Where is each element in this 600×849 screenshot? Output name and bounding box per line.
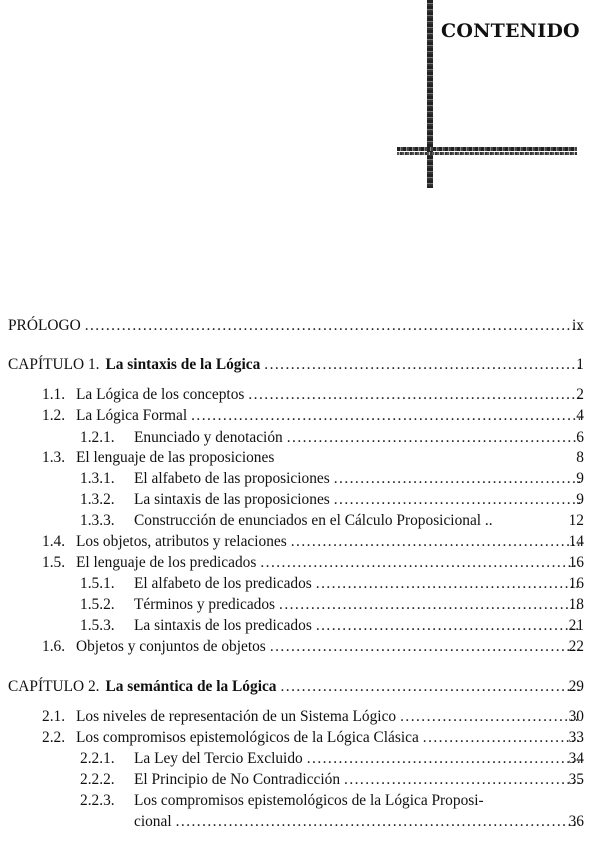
header-vertical-rule <box>427 0 433 188</box>
toc-number: 1.3.1. <box>80 470 115 487</box>
toc-number: 1.3. <box>42 449 66 466</box>
toc-number: 2.2.3. <box>80 792 115 809</box>
toc-page: 29 <box>568 678 584 695</box>
toc-number: 1.3.2. <box>80 491 115 508</box>
toc-number: 1.5.3. <box>80 617 115 634</box>
toc-entry[interactable] <box>80 749 584 769</box>
toc-entry[interactable] <box>80 511 584 531</box>
toc-label: PRÓLOGO <box>8 317 81 334</box>
dot-leader <box>316 616 580 636</box>
dot-leader <box>334 490 580 510</box>
toc-entry-prologo[interactable] <box>8 316 584 336</box>
toc-number: 2.2. <box>42 729 66 746</box>
toc-chapter-2[interactable] <box>8 677 584 697</box>
toc-entry[interactable] <box>42 385 584 405</box>
toc-label: Enunciado y denotación <box>134 429 283 446</box>
toc-page: 21 <box>568 617 584 634</box>
toc-number: CAPÍTULO 2. <box>8 678 100 695</box>
toc-page: 16 <box>568 575 584 592</box>
dot-leader <box>260 553 580 573</box>
toc-number: 1.2.1. <box>80 429 115 446</box>
toc-number: 1.4. <box>42 533 66 550</box>
toc-number: CAPÍTULO 1. <box>8 356 100 373</box>
dot-leader <box>291 532 580 552</box>
toc-number: 2.1. <box>42 708 66 725</box>
toc-entry-continuation[interactable] <box>134 812 584 832</box>
toc-page: 22 <box>568 638 584 655</box>
toc-number: 1.1. <box>42 386 66 403</box>
toc-page: 9 <box>576 491 584 508</box>
dot-leader <box>334 469 580 489</box>
toc-entry[interactable] <box>42 553 584 573</box>
toc-page: 33 <box>568 729 584 746</box>
dot-leader <box>287 428 580 448</box>
dot-leader <box>316 574 580 594</box>
toc-label: El lenguaje de las proposiciones <box>76 449 275 466</box>
toc-label: El alfabeto de las proposiciones <box>134 470 330 487</box>
toc-page: 36 <box>568 813 584 830</box>
toc-page: 2 <box>576 386 584 403</box>
dot-leader <box>281 677 581 697</box>
toc-label: El Principio de No Contradicción <box>134 771 341 788</box>
header-horizontal-rule-shadow <box>397 152 577 155</box>
toc-entry[interactable] <box>42 637 584 657</box>
toc-label: La Ley del Tercio Excluido <box>134 750 303 767</box>
toc-label: Los compromisos epistemológicos de la Lógica Clásica <box>76 729 419 746</box>
dot-leader <box>279 595 580 615</box>
toc-entry[interactable] <box>80 490 584 510</box>
toc-page: 8 <box>576 449 584 466</box>
toc-page: 16 <box>568 554 584 571</box>
dot-leader <box>176 812 580 832</box>
toc-label: La Lógica de los conceptos <box>76 386 245 403</box>
toc-entry[interactable] <box>80 595 584 615</box>
toc-label: El alfabeto de los predicados <box>134 575 312 592</box>
toc-label: cional <box>134 813 172 830</box>
toc-entry[interactable] <box>80 469 584 489</box>
toc-label: El lenguaje de los predicados <box>76 554 257 571</box>
toc-page: 30 <box>568 708 584 725</box>
toc-page: 1 <box>576 356 584 373</box>
toc-label: Los niveles de representación de un Sistema Lógico <box>76 708 397 725</box>
toc-entry[interactable] <box>80 791 584 811</box>
toc-page: 6 <box>576 429 584 446</box>
dot-leader <box>248 385 580 405</box>
toc-page: 14 <box>568 533 584 550</box>
toc-entry[interactable] <box>80 574 584 594</box>
toc-page: 34 <box>568 750 584 767</box>
toc-entry[interactable] <box>42 448 584 468</box>
toc-label: Objetos y conjuntos de objetos <box>76 638 266 655</box>
toc-label: La sintaxis de los predicados <box>134 617 312 634</box>
toc-entry[interactable] <box>42 406 584 426</box>
toc-entry[interactable] <box>80 770 584 790</box>
toc-number: 1.5. <box>42 554 66 571</box>
toc-label: La semántica de la Lógica <box>105 678 277 695</box>
toc-page: 12 <box>568 512 584 529</box>
dot-leader <box>264 355 580 375</box>
toc-entry[interactable] <box>42 532 584 552</box>
toc-page: 9 <box>576 470 584 487</box>
toc-number: 1.5.2. <box>80 596 115 613</box>
toc-entry[interactable] <box>42 707 584 727</box>
dot-leader <box>344 770 580 790</box>
header-horizontal-rule <box>397 147 577 151</box>
toc-entry[interactable] <box>80 428 584 448</box>
dot-leader <box>191 406 580 426</box>
toc-label: Los compromisos epistemológicos de la Lógica Proposi- <box>134 792 484 809</box>
toc-label: Los objetos, atributos y relaciones <box>76 533 287 550</box>
toc-label: La Lógica Formal <box>76 407 188 424</box>
toc-number: 2.2.2. <box>80 771 115 788</box>
toc-number: 2.2.1. <box>80 750 115 767</box>
toc-entry[interactable] <box>42 728 584 748</box>
toc-number: 1.6. <box>42 638 66 655</box>
toc-label: Construcción de enunciados en el Cálculo Proposicional .. <box>134 512 493 529</box>
toc-entry[interactable] <box>80 616 584 636</box>
dot-leader <box>85 316 580 336</box>
toc-label: La sintaxis de la Lógica <box>105 356 261 373</box>
toc-page: 4 <box>576 407 584 424</box>
toc-page: ix <box>572 317 584 334</box>
dot-leader <box>270 637 580 657</box>
toc-label: Términos y predicados <box>134 596 276 613</box>
toc-page: 35 <box>568 771 584 788</box>
toc-number: 1.2. <box>42 407 66 424</box>
toc-number: 1.3.3. <box>80 512 115 529</box>
toc-chapter-1[interactable] <box>8 355 584 375</box>
toc-number: 1.5.1. <box>80 575 115 592</box>
toc-page: 18 <box>568 596 584 613</box>
page-title: CONTENIDO <box>441 20 580 42</box>
toc-label: La sintaxis de las proposiciones <box>134 491 330 508</box>
dot-leader <box>307 749 580 769</box>
